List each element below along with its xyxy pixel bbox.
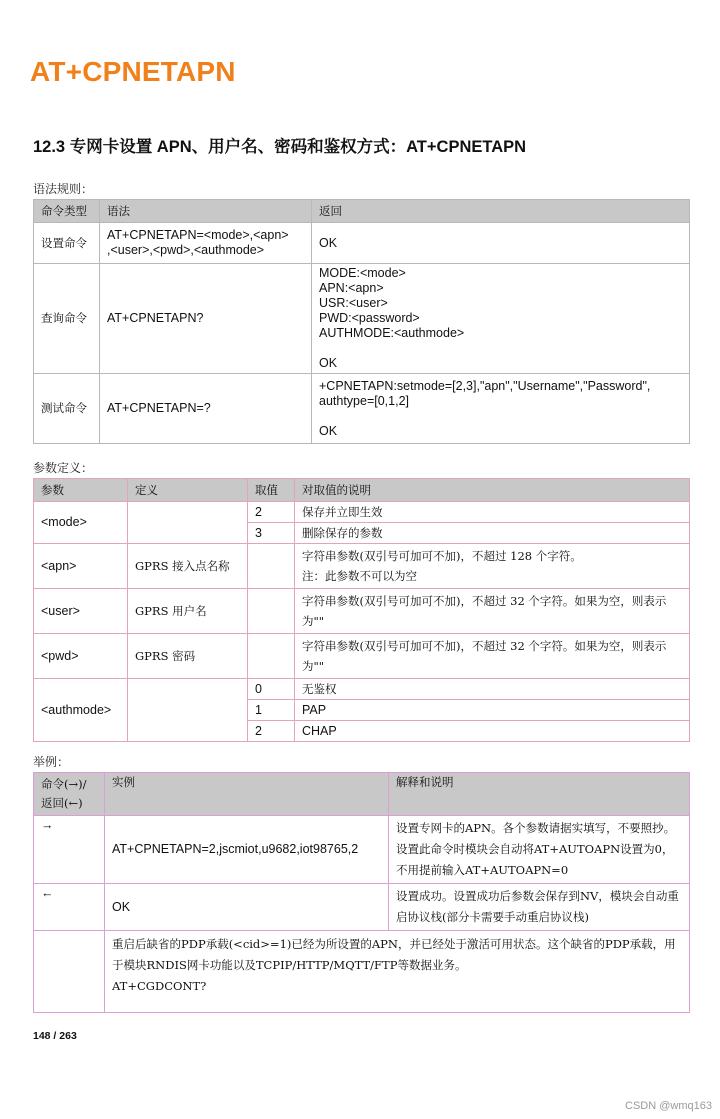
value-cell: 2	[248, 502, 295, 523]
table-row	[34, 634, 690, 679]
example-cmd-cell: OK	[105, 884, 389, 931]
cmd-type-cell: 查询命令	[34, 264, 100, 374]
param-name-cell: <pwd>	[34, 634, 128, 679]
param-def-cell	[128, 502, 248, 544]
param-name-cell: <mode>	[34, 502, 128, 544]
table-row	[34, 223, 690, 264]
syntax-cell: AT+CPNETAPN=<mode>,<apn> ,<user>,<pwd>,<authmode>	[100, 223, 312, 264]
param-name-cell: <user>	[34, 589, 128, 634]
value-desc-cell: 字符串参数(双引号可加可不加)，不超过 32 个字符。如果为空，则表示为""	[295, 589, 690, 634]
table-row	[34, 589, 690, 634]
cmd-type-cell: 测试命令	[34, 374, 100, 444]
value-cell	[248, 634, 295, 679]
page-number: 148 / 263	[33, 1030, 77, 1042]
table-row	[34, 502, 690, 523]
direction-cell: ←	[34, 884, 105, 931]
example-note-cell: 设置专网卡的APN。各个参数请据实填写，不要照抄。设置此命令时模块会自动将AT+AUTOAPN设置为0，不用提前输入AT+AUTOAPN=0	[389, 816, 690, 884]
syntax-cell: AT+CPNETAPN=?	[100, 374, 312, 444]
syntax-table	[33, 199, 690, 444]
cmd-type-cell: 设置命令	[34, 223, 100, 264]
watermark: CSDN @wmq163	[625, 1100, 712, 1112]
value-desc-cell: 字符串参数(双引号可加可不加)，不超过 128 个字符。 注：此参数不可以为空	[295, 544, 690, 589]
syntax-cell: AT+CPNETAPN?	[100, 264, 312, 374]
value-cell	[248, 544, 295, 589]
value-desc-cell: CHAP	[295, 721, 690, 742]
example-cmd-cell: AT+CPNETAPN=2,jscmiot,u9682,iot98765,2	[105, 816, 389, 884]
table-header-row	[34, 200, 690, 223]
header-cell: 语法	[100, 200, 312, 223]
value-desc-cell: 无鉴权	[295, 679, 690, 700]
syntax-caption: 语法规则：	[33, 182, 94, 196]
header-cell: 参数	[34, 479, 128, 502]
header-cell: 命令(→)/ 返回(←)	[34, 773, 105, 816]
value-cell: 2	[248, 721, 295, 742]
return-cell: MODE:<mode> APN:<apn> USR:<user> PWD:<password> AUTHMODE:<authmode> OK	[312, 264, 690, 374]
header-cell: 取值	[248, 479, 295, 502]
return-cell: OK	[312, 223, 690, 264]
table-row	[34, 264, 690, 374]
value-desc-cell: 保存并立即生效	[295, 502, 690, 523]
table-row	[34, 544, 690, 589]
header-cell: 对取值的说明	[295, 479, 690, 502]
direction-cell	[34, 931, 105, 1013]
header-cell: 解释和说明	[389, 773, 690, 816]
table-row	[34, 884, 690, 931]
param-def-cell: GPRS 密码	[128, 634, 248, 679]
header-cell: 实例	[105, 773, 389, 816]
value-desc-cell: 字符串参数(双引号可加可不加)，不超过 32 个字符。如果为空，则表示为""	[295, 634, 690, 679]
table-row	[34, 931, 690, 1013]
value-cell	[248, 589, 295, 634]
value-desc-cell: PAP	[295, 700, 690, 721]
table-row	[34, 374, 690, 444]
params-table	[33, 478, 690, 742]
return-cell: +CPNETAPN:setmode=[2,3],"apn","Username","Password", authtype=[0,1,2] OK	[312, 374, 690, 444]
param-def-cell: GPRS 接入点名称	[128, 544, 248, 589]
header-cell: 命令类型	[34, 200, 100, 223]
table-row	[34, 816, 690, 884]
header-cell: 定义	[128, 479, 248, 502]
header-cell: 返回	[312, 200, 690, 223]
table-header-row	[34, 479, 690, 502]
section-heading: 12.3 专网卡设置 APN、用户名、密码和鉴权方式：AT+CPNETAPN	[33, 138, 527, 156]
direction-cell: →	[34, 816, 105, 884]
value-cell: 1	[248, 700, 295, 721]
section-banner: AT+CPNETAPN	[30, 56, 236, 87]
example-note-cell: 设置成功。设置成功后参数会保存到NV，模块会自动重启协议栈(部分卡需要手动重启协议栈)	[389, 884, 690, 931]
param-def-cell	[128, 679, 248, 742]
value-desc-cell: 删除保存的参数	[295, 523, 690, 544]
table-row	[34, 679, 690, 700]
value-cell: 0	[248, 679, 295, 700]
params-caption: 参数定义：	[33, 461, 94, 475]
example-table	[33, 772, 690, 1013]
example-caption: 举例：	[33, 755, 70, 769]
table-header-row	[34, 773, 690, 816]
param-def-cell: GPRS 用户名	[128, 589, 248, 634]
param-name-cell: <apn>	[34, 544, 128, 589]
example-summary-cell: 重启后缺省的PDP承载(<cid>=1)已经为所设置的APN，并已经处于激活可用状态。这个缺省的PDP承载，用于模块RNDIS网卡功能以及TCPIP/HTTP/MQTT/FTP等数据业务。 AT+CGDCONT?	[105, 931, 690, 1013]
value-cell: 3	[248, 523, 295, 544]
param-name-cell: <authmode>	[34, 679, 128, 742]
